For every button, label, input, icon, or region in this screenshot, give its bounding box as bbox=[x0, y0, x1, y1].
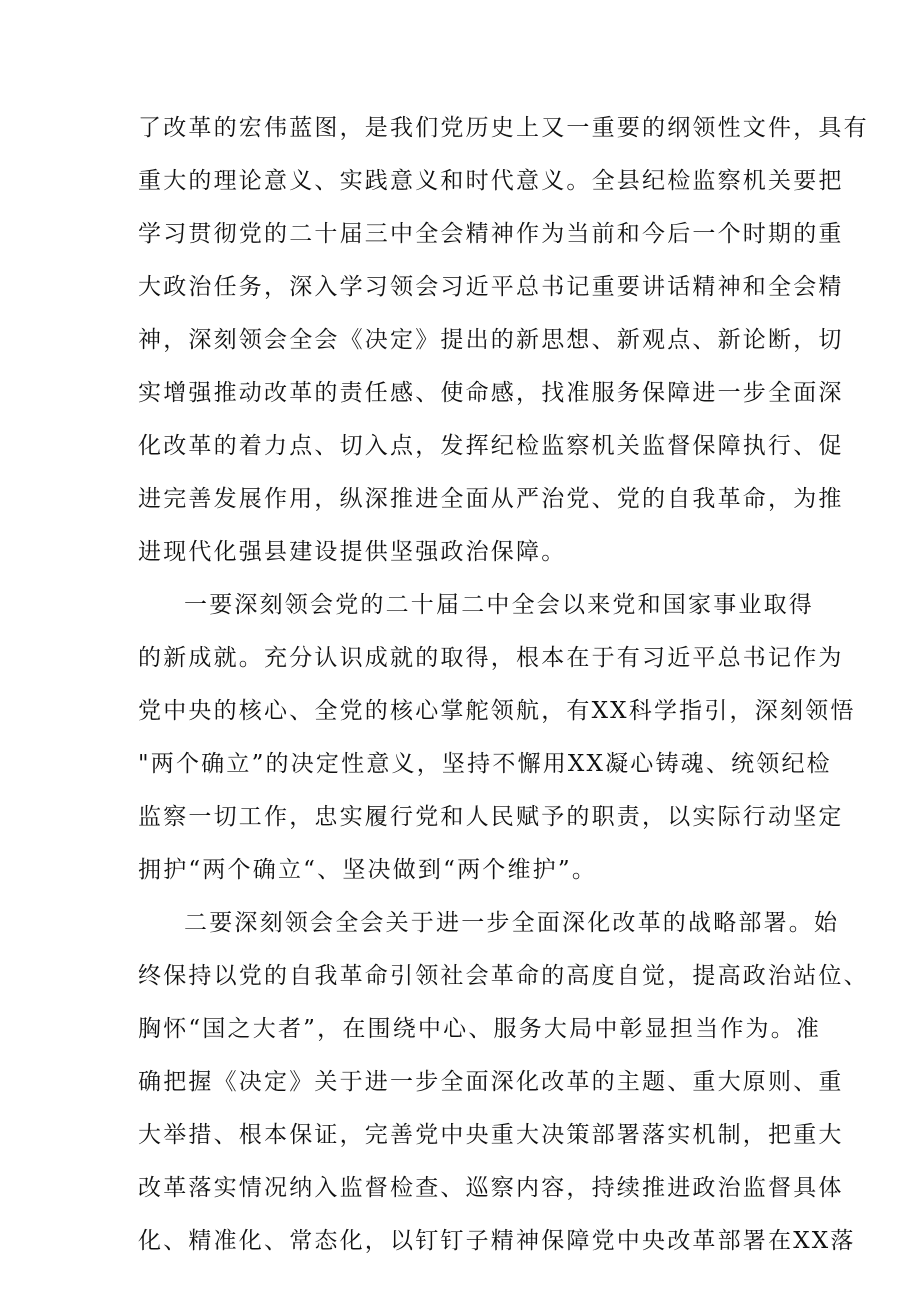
paragraph-1-line-1: 了改革的宏伟蓝图，是我们党历史上又一重要的纲领性文件，具有 bbox=[138, 115, 869, 141]
paragraph-1-line-9: 进现代化强县建设提供坚强政治保障。 bbox=[138, 539, 567, 565]
paragraph-1-line-8: 进完善发展作用，纵深推进全面从严治党、党的自我革命，为推 bbox=[138, 486, 844, 512]
paragraph-1-line-5: 神，深刻领会全会《决定》提出的新思想、新观点、新论断，切 bbox=[138, 327, 844, 353]
paragraph-3-line-4: 确把握《决定》关于进一步全面深化改革的主题、重大原则、重 bbox=[138, 1069, 844, 1095]
paragraph-3-line-7: 化、精准化、常态化，以钉钉子精神保障党中央改革部署在XX落 bbox=[138, 1228, 856, 1254]
paragraph-2-line-2: 的新成就。充分认识成就的取得，根本在于有习近平总书记作为 bbox=[138, 645, 844, 671]
paragraph-2-line-4: "两个确立”的决定性意义，坚持不懈用XX凝心铸魂、统领纪检 bbox=[138, 751, 832, 777]
document-body bbox=[138, 0, 869, 1301]
paragraph-2-line-3: 党中央的核心、全党的核心掌舵领航，有XX科学指引，深刻领悟 bbox=[138, 698, 856, 724]
paragraph-2-line-5: 监察一切工作，忠实履行党和人民赋予的职责，以实际行动坚定 bbox=[138, 804, 844, 830]
paragraph-3-line-5: 大举措、根本保证，完善党中央重大决策部署落实机制，把重大 bbox=[138, 1122, 844, 1148]
paragraph-1-line-2: 重大的理论意义、实践意义和时代意义。全县纪检监察机关要把 bbox=[138, 168, 844, 194]
paragraph-1-line-3: 学习贯彻党的二十届三中全会精神作为当前和今后一个时期的重 bbox=[138, 221, 844, 247]
paragraph-1-line-4: 大政治任务，深入学习领会习近平总书记重要讲话精神和全会精 bbox=[138, 274, 844, 300]
paragraph-1-line-6: 实增强推动改革的责任感、使命感，找准服务保障进一步全面深 bbox=[138, 380, 844, 406]
paragraph-2-line-1: 一要深刻领会党的二十届二中全会以来党和国家事业取得 bbox=[184, 592, 814, 618]
paragraph-3-line-1: 二要深刻领会全会关于进一步全面深化改革的战略部署。始 bbox=[184, 910, 840, 936]
paragraph-1-line-7: 化改革的着力点、切入点，发挥纪检监察机关监督保障执行、促 bbox=[138, 433, 844, 459]
paragraph-3-line-6: 改革落实情况纳入监督检查、巡察内容，持续推进政治监督具体 bbox=[138, 1175, 844, 1201]
paragraph-3-line-3: 胸怀“国之大者”，在围绕中心、服务大局中彰显担当作为。准 bbox=[138, 1016, 822, 1042]
paragraph-2-line-6: 拥护“两个确立“、坚决做到“两个维护”。 bbox=[138, 857, 598, 883]
paragraph-3-line-2: 终保持以党的自我革命引领社会革命的高度自觉，提高政治站位、 bbox=[138, 963, 869, 989]
